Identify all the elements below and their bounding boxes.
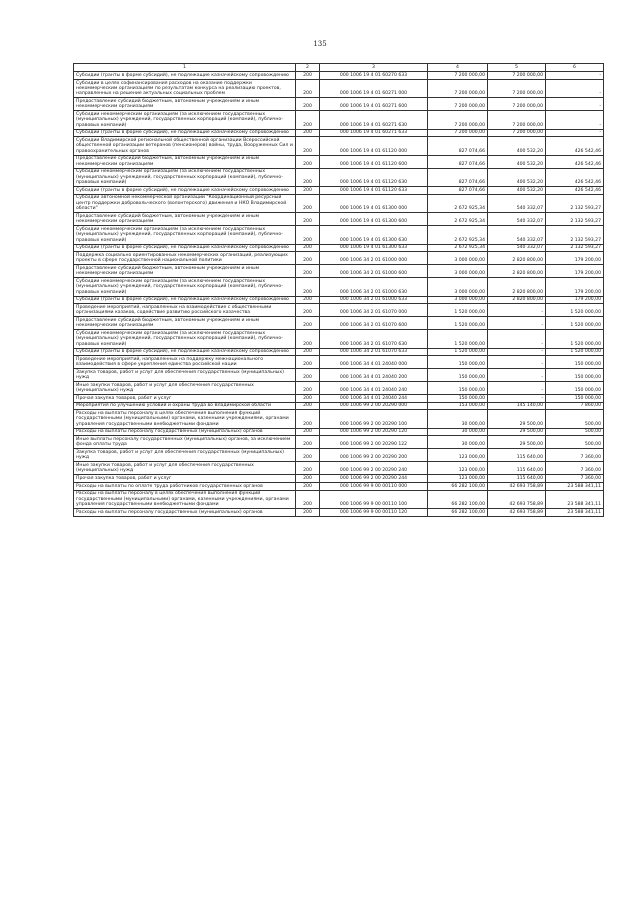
line-code-cell: 200 [296, 80, 320, 98]
executed-amount-cell: 2 820 800,00 [488, 296, 546, 304]
table-row [74, 462, 604, 475]
line-code-cell: 200 [296, 137, 320, 155]
budget-code-cell: 000 1006 99 2 00 20290 120 [320, 428, 428, 436]
unexecuted-amount-cell: 426 542,46 [546, 155, 604, 168]
approved-amount-cell: 150 000,00 [428, 356, 488, 369]
line-code-cell: 200 [296, 369, 320, 382]
expense-name-cell: Субсидии (гранты в форме субсидий), не подлежащие казначейскому сопровождению [74, 187, 296, 195]
line-code-cell: 200 [296, 410, 320, 428]
executed-amount-cell: - [488, 369, 546, 382]
approved-amount-cell: 7 200 000,00 [428, 129, 488, 137]
expense-name-cell: Предоставление субсидий бюджетным, автономным учреждениям и иным некоммерческим организациям [74, 98, 296, 111]
approved-amount-cell: 123 000,00 [428, 449, 488, 462]
budget-code-cell: 000 1006 34 4 01 24040 240 [320, 382, 428, 395]
budget-code-cell: 000 1006 19 4 01 61300 600 [320, 213, 428, 226]
unexecuted-amount-cell: 2 132 593,27 [546, 226, 604, 244]
budget-code-cell: 000 1006 34 2 01 61000 630 [320, 278, 428, 296]
executed-amount-cell: 7 200 000,00 [488, 98, 546, 111]
budget-code-cell: 000 1006 19 4 01 60271 630 [320, 111, 428, 129]
unexecuted-amount-cell: 23 588 341,11 [546, 483, 604, 491]
executed-amount-cell: 145 140,00 [488, 402, 546, 410]
expense-name-cell: Проведение мероприятий, направленных на поддержку межнационального взаимодействия в сфере укрепления единства российской нации [74, 356, 296, 369]
unexecuted-amount-cell: 23 588 341,11 [546, 490, 604, 508]
budget-code-cell: 000 1006 34 4 01 24040 000 [320, 356, 428, 369]
unexecuted-amount-cell: - [546, 98, 604, 111]
budget-code-cell: 000 1006 19 4 01 60271 633 [320, 129, 428, 137]
unexecuted-amount-cell: 426 542,46 [546, 168, 604, 186]
expense-name-cell: Субсидии в целях софинансирования расходов на оказание поддержки некоммерческим организациям по результатам конкурса на реализацию проектов, направленных на решение актуальных социальных проблем [74, 80, 296, 98]
line-code-cell: 200 [296, 330, 320, 348]
column-header: 5 [488, 64, 546, 72]
line-code-cell: 200 [296, 436, 320, 449]
line-code-cell: 200 [296, 449, 320, 462]
approved-amount-cell: 1 520 000,00 [428, 348, 488, 356]
approved-amount-cell: 1 520 000,00 [428, 317, 488, 330]
unexecuted-amount-cell: 179 200,00 [546, 296, 604, 304]
budget-code-cell: 000 1006 99 2 00 20290 240 [320, 462, 428, 475]
unexecuted-amount-cell: 1 520 000,00 [546, 330, 604, 348]
executed-amount-cell: 7 200 000,00 [488, 80, 546, 98]
header-row [74, 64, 604, 72]
executed-amount-cell: 400 532,20 [488, 137, 546, 155]
budget-code-cell: 000 1006 19 4 01 61120 633 [320, 187, 428, 195]
expense-name-cell: Расходы на выплаты по оплате труда работников государственных органов [74, 483, 296, 491]
unexecuted-amount-cell: 150 000,00 [546, 369, 604, 382]
expense-name-cell: Субсидии (гранты в форме субсидий), не подлежащие казначейскому сопровождению [74, 129, 296, 137]
column-header: 3 [320, 64, 428, 72]
approved-amount-cell: 2 672 925,34 [428, 194, 488, 212]
approved-amount-cell: 2 672 925,34 [428, 244, 488, 252]
unexecuted-amount-cell: 1 520 000,00 [546, 304, 604, 317]
expense-name-cell: Закупка товаров, работ и услуг для обеспечения государственных (муниципальных) нужд [74, 449, 296, 462]
unexecuted-amount-cell: 23 588 341,11 [546, 509, 604, 517]
budget-code-cell: 000 1006 99 9 00 00110 120 [320, 509, 428, 517]
executed-amount-cell: 42 693 758,89 [488, 490, 546, 508]
expense-name-cell: Мероприятия по улучшению условий и охраны труда во Владимирской области [74, 402, 296, 410]
expense-name-cell: Расходы на выплаты персоналу государственных (муниципальных) органов [74, 509, 296, 517]
approved-amount-cell: 123 000,00 [428, 462, 488, 475]
expense-name-cell: Прочая закупка товаров, работ и услуг [74, 395, 296, 403]
unexecuted-amount-cell: 179 200,00 [546, 278, 604, 296]
unexecuted-amount-cell: 7 360,00 [546, 462, 604, 475]
approved-amount-cell: 123 000,00 [428, 475, 488, 483]
table-row [74, 356, 604, 369]
executed-amount-cell: - [488, 317, 546, 330]
table-row [74, 80, 604, 98]
expense-name-cell: Предоставление субсидий бюджетным, автономным учреждениям и иным некоммерческим организациям [74, 213, 296, 226]
approved-amount-cell: 1 520 000,00 [428, 330, 488, 348]
executed-amount-cell: 400 532,20 [488, 155, 546, 168]
approved-amount-cell: 827 074,66 [428, 137, 488, 155]
table-row [74, 402, 604, 410]
expense-name-cell: Субсидии некоммерческим организациям (за исключением государственных (муниципальных) учреждений, государственных корпораций (компаний), публично-правовых компаний) [74, 278, 296, 296]
budget-code-cell: 000 1006 34 4 01 24040 244 [320, 395, 428, 403]
expense-name-cell: Субсидии некоммерческим организациям (за исключением государственных (муниципальных) учреждений, государственных корпораций (компаний), публично-правовых компаний) [74, 111, 296, 129]
approved-amount-cell: 30 000,00 [428, 436, 488, 449]
approved-amount-cell: 1 520 000,00 [428, 304, 488, 317]
table-row [74, 187, 604, 195]
executed-amount-cell: 42 693 758,89 [488, 509, 546, 517]
unexecuted-amount-cell: 500,00 [546, 428, 604, 436]
table-row [74, 244, 604, 252]
line-code-cell: 200 [296, 462, 320, 475]
expense-name-cell: Поддержка социально ориентированных некоммерческих организаций, реализующих проекты в сфере государственной национальной политики [74, 252, 296, 265]
budget-code-cell: 000 1006 19 4 01 60271 000 [320, 80, 428, 98]
unexecuted-amount-cell: 7 360,00 [546, 475, 604, 483]
expense-name-cell: Расходы на выплаты персоналу в целях обеспечения выполнения функций государственными (муниципальными) органами, казенными учреждениями, органами управления государственными внебюджетными фондами [74, 490, 296, 508]
expense-name-cell: Расходы на выплаты персоналу государственных (муниципальных) органов [74, 428, 296, 436]
budget-code-cell: 000 1006 19 4 01 60270 633 [320, 72, 428, 80]
approved-amount-cell: 30 000,00 [428, 410, 488, 428]
line-code-cell: 200 [296, 187, 320, 195]
executed-amount-cell: 7 200 000,00 [488, 72, 546, 80]
expense-name-cell: Субсидии Владимирской региональной общественной организации Всероссийской общественной организации ветеранов (пенсионеров) войны, труда, Вооруженных Сил и правоохранительных органов [74, 137, 296, 155]
unexecuted-amount-cell: 426 542,46 [546, 187, 604, 195]
approved-amount-cell: 7 200 000,00 [428, 72, 488, 80]
line-code-cell: 200 [296, 265, 320, 278]
unexecuted-amount-cell: 150 000,00 [546, 356, 604, 369]
unexecuted-amount-cell: 426 542,46 [546, 137, 604, 155]
executed-amount-cell: - [488, 348, 546, 356]
unexecuted-amount-cell: 150 000,00 [546, 382, 604, 395]
budget-code-cell: 000 1006 19 4 01 61120 000 [320, 137, 428, 155]
table-row [74, 98, 604, 111]
expense-name-cell: Субсидии (гранты в форме субсидий), не подлежащие казначейскому сопровождению [74, 72, 296, 80]
line-code-cell: 200 [296, 395, 320, 403]
executed-amount-cell: 540 332,07 [488, 194, 546, 212]
line-code-cell: 200 [296, 252, 320, 265]
table-row [74, 410, 604, 428]
table-row [74, 382, 604, 395]
line-code-cell: 200 [296, 475, 320, 483]
executed-amount-cell: - [488, 304, 546, 317]
executed-amount-cell: 115 640,00 [488, 449, 546, 462]
unexecuted-amount-cell: 179 200,00 [546, 265, 604, 278]
expense-name-cell: Субсидии (гранты в форме субсидий), не подлежащие казначейскому сопровождению [74, 348, 296, 356]
approved-amount-cell: 66 282 100,00 [428, 490, 488, 508]
table-row [74, 428, 604, 436]
expense-name-cell: Субсидии автономной некоммерческой организации "Координационный ресурсный центр поддержки добровольческого (волонтерского) движения и НКО Владимирской области" [74, 194, 296, 212]
expense-name-cell: Проведение мероприятий, направленных на взаимодействие с общественными организациями казаков, содействие развитию российского казачества [74, 304, 296, 317]
table-row [74, 483, 604, 491]
approved-amount-cell: 3 000 000,00 [428, 252, 488, 265]
approved-amount-cell: 30 000,00 [428, 428, 488, 436]
executed-amount-cell: 42 693 758,89 [488, 483, 546, 491]
budget-code-cell: 000 1006 34 2 01 61070 630 [320, 330, 428, 348]
approved-amount-cell: 150 000,00 [428, 369, 488, 382]
unexecuted-amount-cell: 179 200,00 [546, 252, 604, 265]
table-row [74, 278, 604, 296]
budget-code-cell: 000 1006 34 2 01 61070 600 [320, 317, 428, 330]
budget-code-cell: 000 1006 34 4 01 24040 200 [320, 369, 428, 382]
budget-code-cell: 000 1006 34 2 01 61000 633 [320, 296, 428, 304]
approved-amount-cell: 7 200 000,00 [428, 80, 488, 98]
unexecuted-amount-cell: 500,00 [546, 410, 604, 428]
expense-name-cell: Субсидии (гранты в форме субсидий), не подлежащие казначейскому сопровождению [74, 244, 296, 252]
table-row [74, 252, 604, 265]
unexecuted-amount-cell: - [546, 80, 604, 98]
executed-amount-cell: 29 500,00 [488, 428, 546, 436]
expense-name-cell: Субсидии некоммерческим организациям (за исключением государственных (муниципальных) учреждений, государственных корпораций (компаний), публично-правовых компаний) [74, 226, 296, 244]
expense-name-cell: Предоставление субсидий бюджетным, автономным учреждениям и иным некоммерческим организациям [74, 265, 296, 278]
table-row [74, 449, 604, 462]
executed-amount-cell: 7 200 000,00 [488, 111, 546, 129]
unexecuted-amount-cell: - [546, 129, 604, 137]
table-row [74, 348, 604, 356]
line-code-cell: 200 [296, 356, 320, 369]
table-row [74, 213, 604, 226]
approved-amount-cell: 827 074,66 [428, 168, 488, 186]
table-row [74, 436, 604, 449]
column-header: 2 [296, 64, 320, 72]
line-code-cell: 200 [296, 348, 320, 356]
unexecuted-amount-cell: 7 360,00 [546, 449, 604, 462]
line-code-cell: 200 [296, 226, 320, 244]
table-row [74, 490, 604, 508]
expense-name-cell: Прочая закупка товаров, работ и услуг [74, 475, 296, 483]
table-row [74, 194, 604, 212]
line-code-cell: 200 [296, 168, 320, 186]
line-code-cell: 200 [296, 382, 320, 395]
executed-amount-cell: 2 820 800,00 [488, 278, 546, 296]
executed-amount-cell: 29 500,00 [488, 436, 546, 449]
table-row [74, 265, 604, 278]
executed-amount-cell: 540 332,07 [488, 213, 546, 226]
executed-amount-cell: 115 640,00 [488, 462, 546, 475]
expense-name-cell: Иные выплаты персоналу государственных (муниципальных) органов, за исключением фонда оплаты труда [74, 436, 296, 449]
table-row [74, 111, 604, 129]
approved-amount-cell: 66 282 100,00 [428, 509, 488, 517]
executed-amount-cell: - [488, 356, 546, 369]
expense-name-cell: Субсидии некоммерческим организациям (за исключением государственных (муниципальных) учреждений, государственных корпораций (компаний), публично-правовых компаний) [74, 168, 296, 186]
executed-amount-cell: 400 532,20 [488, 168, 546, 186]
expense-name-cell: Закупка товаров, работ и услуг для обеспечения государственных (муниципальных) нужд [74, 369, 296, 382]
expense-name-cell: Иные закупки товаров, работ и услуг для обеспечения государственных (муниципальных) нужд [74, 382, 296, 395]
table-row [74, 226, 604, 244]
approved-amount-cell: 3 000 000,00 [428, 265, 488, 278]
table-row [74, 330, 604, 348]
expense-name-cell: Субсидии (гранты в форме субсидий), не подлежащие казначейскому сопровождению [74, 296, 296, 304]
executed-amount-cell: 540 332,07 [488, 226, 546, 244]
unexecuted-amount-cell: 1 520 000,00 [546, 317, 604, 330]
executed-amount-cell: - [488, 330, 546, 348]
unexecuted-amount-cell: 500,00 [546, 436, 604, 449]
approved-amount-cell: 3 000 000,00 [428, 278, 488, 296]
table-row [74, 317, 604, 330]
unexecuted-amount-cell: 7 860,00 [546, 402, 604, 410]
budget-code-cell: 000 1006 34 2 01 61070 633 [320, 348, 428, 356]
unexecuted-amount-cell: 2 132 593,27 [546, 194, 604, 212]
budget-code-cell: 000 1006 34 2 01 61000 000 [320, 252, 428, 265]
line-code-cell: 200 [296, 304, 320, 317]
executed-amount-cell: 7 200 000,00 [488, 129, 546, 137]
column-header: 4 [428, 64, 488, 72]
expense-name-cell: Предоставление субсидий бюджетным, автономным учреждениям и иным некоммерческим организациям [74, 317, 296, 330]
executed-amount-cell: 400 532,20 [488, 187, 546, 195]
approved-amount-cell: 827 074,66 [428, 187, 488, 195]
approved-amount-cell: 2 672 925,34 [428, 213, 488, 226]
budget-code-cell: 000 1006 99 2 00 20290 200 [320, 449, 428, 462]
line-code-cell: 200 [296, 317, 320, 330]
table-row [74, 296, 604, 304]
table-row [74, 395, 604, 403]
approved-amount-cell: 3 000 000,00 [428, 296, 488, 304]
budget-code-cell: 000 1006 19 4 01 61300 000 [320, 194, 428, 212]
budget-code-cell: 000 1006 99 2 00 20290 244 [320, 475, 428, 483]
executed-amount-cell: 29 500,00 [488, 410, 546, 428]
expense-name-cell: Предоставление субсидий бюджетным, автономным учреждениям и иным некоммерческим организациям [74, 155, 296, 168]
line-code-cell: 200 [296, 72, 320, 80]
column-header: 6 [546, 64, 604, 72]
budget-code-cell: 000 1006 34 2 01 61070 000 [320, 304, 428, 317]
budget-code-cell: 000 1006 19 4 01 61120 600 [320, 155, 428, 168]
executed-amount-cell: - [488, 382, 546, 395]
approved-amount-cell: 7 200 000,00 [428, 98, 488, 111]
approved-amount-cell: 153 000,00 [428, 402, 488, 410]
table-body [74, 72, 604, 516]
line-code-cell: 200 [296, 213, 320, 226]
unexecuted-amount-cell: 2 132 593,27 [546, 213, 604, 226]
table-row [74, 369, 604, 382]
unexecuted-amount-cell: - [546, 111, 604, 129]
executed-amount-cell: 540 332,07 [488, 244, 546, 252]
table-row [74, 304, 604, 317]
line-code-cell: 200 [296, 244, 320, 252]
table-row [74, 475, 604, 483]
approved-amount-cell: 150 000,00 [428, 382, 488, 395]
budget-code-cell: 000 1006 99 9 00 00110 100 [320, 490, 428, 508]
line-code-cell: 200 [296, 278, 320, 296]
table-row [74, 129, 604, 137]
table-row [74, 509, 604, 517]
approved-amount-cell: 7 200 000,00 [428, 111, 488, 129]
expense-name-cell: Расходы на выплаты персоналу в целях обеспечения выполнения функций государственными (муниципальными) органами, казенными учреждениями, органами управления государственными внебюджетными фондами [74, 410, 296, 428]
table-row [74, 168, 604, 186]
unexecuted-amount-cell: 2 132 593,27 [546, 244, 604, 252]
unexecuted-amount-cell: - [546, 72, 604, 80]
page-number: 135 [313, 40, 327, 48]
unexecuted-amount-cell: 150 000,00 [546, 395, 604, 403]
line-code-cell: 200 [296, 490, 320, 508]
table-row [74, 155, 604, 168]
budget-code-cell: 000 1006 34 2 01 61000 600 [320, 265, 428, 278]
unexecuted-amount-cell: 1 520 000,00 [546, 348, 604, 356]
approved-amount-cell: 827 074,66 [428, 155, 488, 168]
approved-amount-cell: 66 282 100,00 [428, 483, 488, 491]
line-code-cell: 200 [296, 194, 320, 212]
table-row [74, 137, 604, 155]
line-code-cell: 200 [296, 483, 320, 491]
executed-amount-cell: - [488, 395, 546, 403]
budget-code-cell: 000 1006 99 2 00 20290 000 [320, 402, 428, 410]
column-header: 1 [74, 64, 296, 72]
approved-amount-cell: 2 672 925,34 [428, 226, 488, 244]
line-code-cell: 200 [296, 402, 320, 410]
line-code-cell: 200 [296, 428, 320, 436]
line-code-cell: 200 [296, 155, 320, 168]
executed-amount-cell: 115 640,00 [488, 475, 546, 483]
table-row [74, 72, 604, 80]
budget-code-cell: 000 1006 19 4 01 61300 630 [320, 226, 428, 244]
budget-code-cell: 000 1006 99 2 00 20290 100 [320, 410, 428, 428]
expense-name-cell: Субсидии некоммерческим организациям (за исключением государственных (муниципальных) учреждений, государственных корпораций (компаний), публично-правовых компаний) [74, 330, 296, 348]
budget-table [73, 63, 604, 517]
executed-amount-cell: 2 820 800,00 [488, 265, 546, 278]
budget-code-cell: 000 1006 99 2 00 20290 122 [320, 436, 428, 449]
approved-amount-cell: 150 000,00 [428, 395, 488, 403]
expense-name-cell: Иные закупки товаров, работ и услуг для обеспечения государственных (муниципальных) нужд [74, 462, 296, 475]
line-code-cell: 200 [296, 111, 320, 129]
budget-code-cell: 000 1006 19 4 01 61300 633 [320, 244, 428, 252]
budget-code-cell: 000 1006 99 9 00 00110 000 [320, 483, 428, 491]
line-code-cell: 200 [296, 98, 320, 111]
line-code-cell: 200 [296, 129, 320, 137]
budget-code-cell: 000 1006 19 4 01 61120 630 [320, 168, 428, 186]
executed-amount-cell: 2 820 800,00 [488, 252, 546, 265]
line-code-cell: 200 [296, 296, 320, 304]
line-code-cell: 200 [296, 509, 320, 517]
budget-code-cell: 000 1006 19 4 01 60271 600 [320, 98, 428, 111]
